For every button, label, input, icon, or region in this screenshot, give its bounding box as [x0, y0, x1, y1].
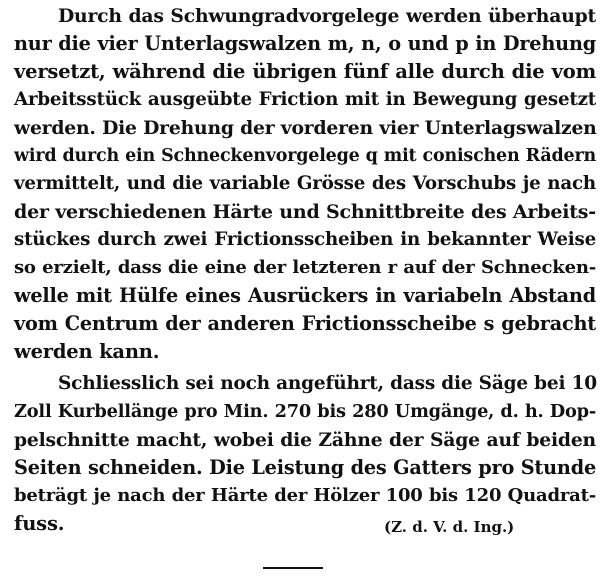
paragraph-1-line-9: stückes durch zwei Frictionsscheiben in bekannter Weise: [14, 229, 596, 250]
paragraph-1-line-4: Arbeitsstück ausgeübte Friction mit in Bewegung gesetzt: [14, 89, 596, 110]
paragraph-1-line-7: vermittelt, und die variable Grösse des Vorschubs je nach: [14, 173, 596, 194]
source-citation: (Z. d. V. d. Ing.): [384, 518, 515, 536]
paragraph-2-line-5: beträgt je nach der Härte der Hölzer 100 bis 120 Quadrat-: [14, 485, 596, 506]
paragraph-1-line-3: versetzt, während die übrigen fünf alle durch die vom: [14, 60, 596, 83]
paragraph-1-line-11: welle mit Hülfe eines Ausrückers in variabeln Abstand: [14, 284, 596, 307]
paragraph-2-line-1: Schliesslich sei noch angeführt, dass die Säge bei 10: [58, 373, 597, 394]
paragraph-2-line-2: Zoll Kurbellänge pro Min. 270 bis 280 Umgänge, d. h. Dop-: [14, 401, 596, 422]
paragraph-1-line-6: wird durch ein Schneckenvorgelege q mit conischen Rädern: [14, 146, 596, 166]
paragraph-1-line-2: nur die vier Unterlagswalzen m, n, o und p in Drehung: [14, 32, 596, 55]
paragraph-1-line-1: Durch das Schwungradvorgelege werden überhaupt: [58, 5, 596, 27]
paragraph-2-line-4: Seiten schneiden. Die Leistung des Gatters pro Stunde: [14, 456, 596, 479]
paragraph-2-line-3: pelschnitte macht, wobei die Zähne der Säge auf beiden: [14, 429, 596, 451]
paragraph-1-line-5: werden. Die Drehung der vorderen vier Unterlagswalzen: [14, 117, 597, 139]
section-divider: [263, 567, 323, 569]
paragraph-2-line-6: fuss.: [14, 512, 65, 535]
paragraph-1-line-10: so erzielt, dass die eine der letzteren r auf der Schnecken-: [14, 257, 596, 278]
paragraph-1-line-8: der verschiedenen Härte und Schnittbreite des Arbeits-: [14, 201, 596, 223]
paragraph-1-line-12: vom Centrum der anderen Frictionsscheibe s gebracht: [14, 312, 596, 335]
paragraph-1-line-13: werden kann.: [14, 340, 160, 363]
